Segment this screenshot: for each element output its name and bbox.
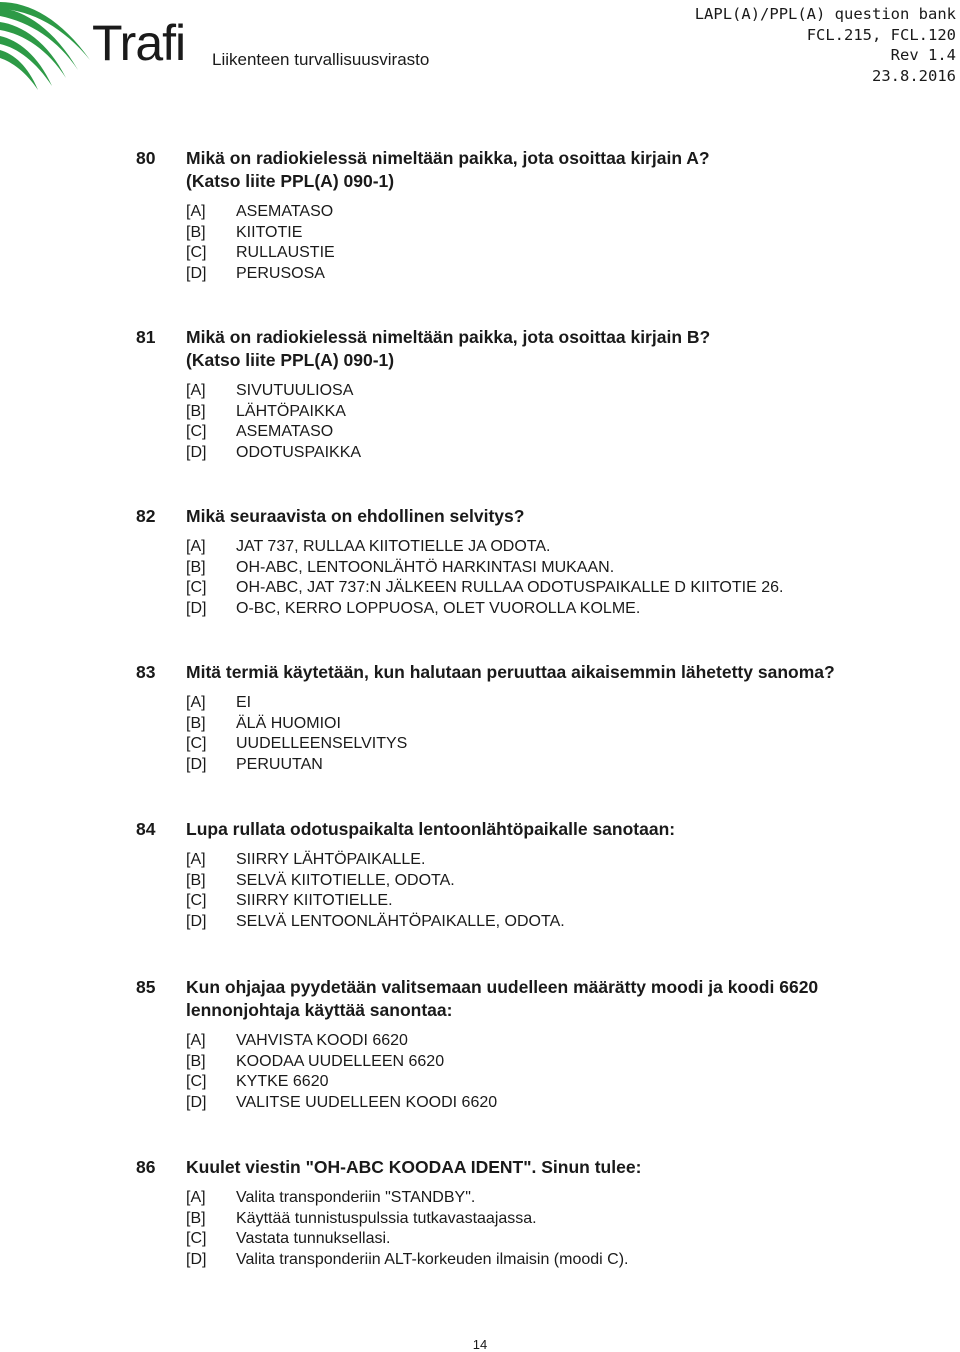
answer-text: VALITSE UUDELLEEN KOODI 6620 [236, 1093, 498, 1111]
answer-letter: [A] [186, 203, 206, 220]
answer-text: ASEMATASO [236, 423, 334, 440]
question-81 [136, 326, 936, 505]
answer-letter: [D] [186, 599, 207, 617]
answer-option[interactable] [186, 1229, 936, 1250]
answer-option[interactable] [186, 537, 936, 558]
answer-text: O-BC, KERRO LOPPUOSA, OLET VUOROLLA KOLME. [236, 599, 641, 617]
answer-option[interactable] [186, 1031, 936, 1052]
document-info [695, 4, 956, 86]
answer-letter: [C] [186, 244, 207, 261]
doc-date: 23.8.2016 [872, 66, 956, 85]
answer-text: PERUUTAN [236, 755, 323, 773]
answer-text: KOODAA UUDELLEEN 6620 [236, 1052, 445, 1070]
answer-option[interactable] [186, 264, 936, 285]
answer-text: PERUSOSA [236, 264, 325, 282]
answer-option[interactable] [186, 1250, 936, 1271]
answer-letter: [B] [186, 714, 206, 732]
question-84 [136, 818, 936, 976]
question-86 [136, 1156, 936, 1286]
page-number: 14 [472, 1337, 488, 1352]
answer-text: LÄHTÖPAIKKA [236, 402, 346, 420]
page-header [0, 0, 960, 100]
answer-letter: [D] [186, 1093, 207, 1111]
answer-letter: [C] [186, 1073, 207, 1090]
answer-letter: [A] [186, 694, 206, 711]
question-text: Mikä on radiokielessä nimeltään paikka, jota osoittaa kirjain B? (Katso liite PPL(A) 090-1) [186, 327, 711, 370]
answer-list [186, 850, 936, 932]
answer-option[interactable] [186, 443, 936, 464]
answer-text: SIIRRY LÄHTÖPAIKALLE. [236, 851, 426, 868]
answer-option[interactable] [186, 1072, 936, 1093]
answer-list [186, 1188, 936, 1270]
answer-option[interactable] [186, 693, 936, 714]
answer-letter: [D] [186, 1250, 207, 1268]
doc-title: LAPL(A)/PPL(A) question bank [694, 5, 956, 23]
answer-letter: [A] [186, 382, 206, 399]
answer-option[interactable] [186, 871, 936, 892]
question-text: Kuulet viestin "OH-ABC KOODAA IDENT". Sinun tulee: [186, 1157, 642, 1177]
answer-text: OH-ABC, LENTOONLÄHTÖ HARKINTASI MUKAAN. [236, 558, 615, 576]
answer-text: Valita transponderiin "STANDBY". [236, 1189, 476, 1206]
answer-option[interactable] [186, 422, 936, 443]
question-number: 81 [136, 327, 156, 347]
answer-text: VAHVISTA KOODI 6620 [236, 1032, 408, 1049]
answer-option[interactable] [186, 599, 936, 620]
answer-text: RULLAUSTIE [236, 244, 335, 261]
answer-option[interactable] [186, 243, 936, 264]
answer-letter: [A] [186, 1032, 206, 1049]
question-85 [136, 976, 936, 1156]
answer-option[interactable] [186, 912, 936, 933]
question-text: Lupa rullata odotuspaikalta lentoonlähtöpaikalle sanotaan: [186, 819, 676, 839]
answer-option[interactable] [186, 578, 936, 599]
question-number: 84 [136, 819, 156, 839]
answer-letter: [C] [186, 1230, 207, 1247]
answer-text: UUDELLEENSELVITYS [236, 735, 408, 752]
question-83 [136, 661, 936, 818]
agency-name: Liikenteen turvallisuusvirasto [212, 50, 430, 69]
answer-text: ASEMATASO [236, 203, 334, 220]
answer-option[interactable] [186, 755, 936, 776]
answer-list [186, 202, 936, 284]
question-text: Mikä seuraavista on ehdollinen selvitys? [186, 506, 525, 526]
answer-list [186, 381, 936, 463]
answer-option[interactable] [186, 714, 936, 735]
question-list [136, 147, 936, 1286]
answer-option[interactable] [186, 402, 936, 423]
answer-letter: [B] [186, 871, 206, 889]
trafi-swoosh-icon [0, 0, 100, 95]
answer-text: EI [236, 694, 252, 711]
answer-option[interactable] [186, 1188, 936, 1209]
question-number: 80 [136, 148, 156, 168]
question-text: Mikä on radiokielessä nimeltään paikka, jota osoittaa kirjain A? (Katso liite PPL(A) 090-1) [186, 148, 710, 191]
doc-revision: Rev 1.4 [890, 46, 956, 64]
question-80 [136, 147, 936, 326]
answer-option[interactable] [186, 1093, 936, 1114]
answer-list [186, 693, 936, 775]
answer-text: Käyttää tunnistuspulssia tutkavastaajassa. [236, 1209, 537, 1227]
answer-text: SELVÄ KIITOTIELLE, ODOTA. [236, 871, 455, 889]
answer-letter: [D] [186, 755, 207, 773]
answer-letter: [C] [186, 579, 207, 596]
question-number: 85 [136, 977, 156, 997]
question-82 [136, 505, 936, 661]
answer-text: SELVÄ LENTOONLÄHTÖPAIKALLE, ODOTA. [236, 912, 565, 930]
answer-letter: [C] [186, 735, 207, 752]
answer-text: ODOTUSPAIKKA [236, 443, 362, 461]
answer-option[interactable] [186, 891, 936, 912]
answer-text: OH-ABC, JAT 737:N JÄLKEEN RULLAA ODOTUSPAIKALLE D KIITOTIE 26. [236, 579, 784, 596]
answer-letter: [B] [186, 223, 206, 241]
question-number: 82 [136, 506, 156, 526]
question-text: Mitä termiä käytetään, kun halutaan peruuttaa aikaisemmin lähetetty sanoma? [186, 662, 835, 682]
answer-letter: [B] [186, 558, 206, 576]
answer-option[interactable] [186, 202, 936, 223]
answer-text: Valita transponderiin ALT-korkeuden ilmaisin (moodi C). [236, 1250, 629, 1268]
answer-letter: [C] [186, 892, 207, 909]
answer-letter: [D] [186, 443, 207, 461]
answer-letter: [C] [186, 423, 207, 440]
answer-letter: [D] [186, 264, 207, 282]
answer-list [186, 1031, 936, 1113]
doc-regulation: FCL.215, FCL.120 [806, 25, 956, 44]
answer-list [186, 537, 936, 619]
answer-option[interactable] [186, 1209, 936, 1230]
question-text: Kun ohjajaa pyydetään valitsemaan uudelleen määrätty moodi ja koodi 6620 lennonjohtaja käyttää sanontaa: [186, 977, 819, 1020]
question-number: 83 [136, 662, 156, 682]
answer-text: KIITOTIE [236, 223, 303, 241]
answer-option[interactable] [186, 1052, 936, 1073]
answer-letter: [A] [186, 538, 206, 555]
brand-name: Trafi [92, 15, 186, 71]
answer-letter: [D] [186, 912, 207, 930]
answer-letter: [B] [186, 1052, 206, 1070]
answer-option[interactable] [186, 223, 936, 244]
answer-option[interactable] [186, 381, 936, 402]
answer-text: SIVUTUULIOSA [236, 382, 354, 399]
question-number: 86 [136, 1157, 156, 1177]
answer-option[interactable] [186, 734, 936, 755]
answer-text: SIIRRY KIITOTIELLE. [236, 892, 393, 909]
answer-letter: [A] [186, 1189, 206, 1206]
answer-letter: [B] [186, 1209, 206, 1227]
answer-text: JAT 737, RULLAA KIITOTIELLE JA ODOTA. [236, 538, 551, 555]
answer-text: Vastata tunnuksellasi. [236, 1230, 391, 1247]
answer-letter: [A] [186, 851, 206, 868]
answer-letter: [B] [186, 402, 206, 420]
answer-option[interactable] [186, 558, 936, 579]
answer-text: ÄLÄ HUOMIOI [236, 714, 341, 732]
answer-text: KYTKE 6620 [236, 1073, 329, 1090]
trafi-logo [0, 0, 430, 95]
answer-option[interactable] [186, 850, 936, 871]
